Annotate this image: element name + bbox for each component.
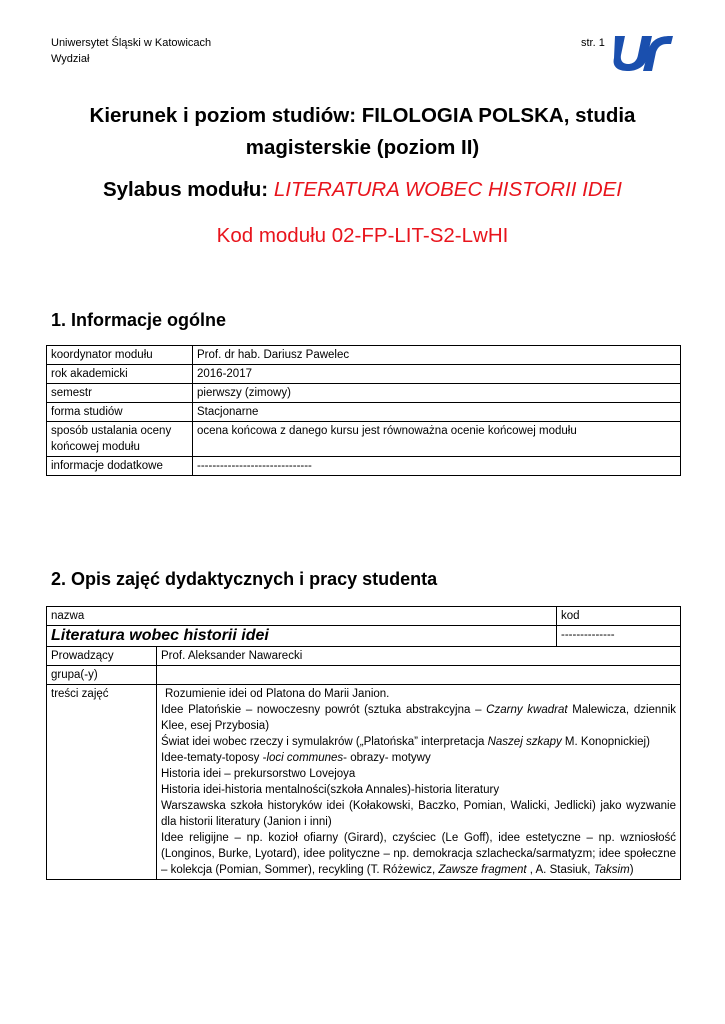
grupa-label: grupa(-y) <box>47 666 157 685</box>
general-info-table <box>46 345 681 476</box>
row-label: koordynator modułu <box>47 346 193 365</box>
content-paragraph: Historia idei – prekursorstwo Lovejoya <box>161 768 356 780</box>
tresci-label: treści zajęć <box>47 685 157 880</box>
main-title: Kierunek i poziom studiów: FILOLOGIA POLSKA, studia magisterskie (poziom II) <box>89 104 636 159</box>
grupa-value <box>157 666 681 685</box>
row-value: ocena końcowa z danego kursu jest równoważna ocenie końcowej modułu <box>193 422 681 457</box>
page-header <box>51 35 211 67</box>
row-label: forma studiów <box>47 403 193 422</box>
university-name: Uniwersytet Śląski w Katowicach <box>51 37 212 49</box>
table-row <box>47 403 681 422</box>
module-title-value: LITERATURA WOBEC HISTORII IDEI <box>273 178 623 201</box>
page-number: str. 1 <box>581 37 605 49</box>
table-row <box>47 666 681 685</box>
university-logo-icon <box>612 30 674 72</box>
row-label: sposób ustalania oceny końcowej modułu <box>47 422 193 457</box>
tresci-content <box>157 685 681 880</box>
row-value: ------------------------------ <box>193 457 681 476</box>
table-row <box>47 384 681 403</box>
content-paragraph: Warszawska szkoła historyków idei (Kołakowski, Baczko, Pomian, Walicki, Jedlicki) jako wyzwanie dla historii literatury (Janion i inni) <box>161 800 676 828</box>
prowadzacy-value: Prof. Aleksander Nawarecki <box>157 647 681 666</box>
row-value: 2016-2017 <box>193 365 681 384</box>
table-row <box>47 457 681 476</box>
content-paragraph: Świat idei wobec rzeczy i symulakrów („Platońska” interpretacja Naszej szkapy M. Konopnickiej) <box>161 736 650 748</box>
content-paragraph: Idee Platońskie – nowoczesny powrót (sztuka abstrakcyjna – Czarny kwadrat Malewicza, dziennik Klee, esej Przybosia) <box>161 704 677 732</box>
faculty-name: Wydział <box>51 53 90 65</box>
content-paragraph: Idee-tematy-toposy -loci communes- obrazy- motywy <box>161 752 431 764</box>
kod-label: kod <box>557 607 681 626</box>
table-row <box>47 626 681 647</box>
content-paragraph: Idee religijne – np. kozioł ofiarny (Girard), czyściec (Le Goff), idee estetyczne – np. wzniosłość (Longinos, Burke, Lyotard), idee polityczne – np. demokracja szlachecka/sarmatyzm; idee społeczne – kolekcja (Pomian, Sommer), recykling (T. Różewicz, Zawsze fragment , A. Stasiuk, Taksim) <box>161 832 676 876</box>
course-description-table <box>46 606 681 880</box>
table-row <box>47 685 681 880</box>
module-title <box>40 176 685 204</box>
content-paragraph: Historia idei-historia mentalności(szkoła Annales)-historia literatury <box>161 784 500 796</box>
row-value: pierwszy (zimowy) <box>193 384 681 403</box>
table-row <box>47 647 681 666</box>
course-code: -------------- <box>557 626 681 647</box>
table-row <box>47 346 681 365</box>
nazwa-label: nazwa <box>47 607 557 626</box>
row-label: informacje dodatkowe <box>47 457 193 476</box>
section1-heading: 1. Informacje ogólne <box>51 310 227 330</box>
row-label: rok akademicki <box>47 365 193 384</box>
row-value: Stacjonarne <box>193 403 681 422</box>
table-row <box>47 607 681 626</box>
row-label: semestr <box>47 384 193 403</box>
row-value: Prof. dr hab. Dariusz Pawelec <box>193 346 681 365</box>
module-code: Kod modułu 02-FP-LIT-S2-LwHI <box>216 224 509 247</box>
course-name: Literatura wobec historii idei <box>47 626 557 647</box>
content-paragraph: Rozumienie idei od Platona do Marii Janion. <box>165 688 390 700</box>
table-row <box>47 422 681 457</box>
table-row <box>47 365 681 384</box>
prowadzacy-label: Prowadzący <box>47 647 157 666</box>
section2-heading: 2. Opis zajęć dydaktycznych i pracy studenta <box>51 569 438 589</box>
module-title-label: Sylabus modułu: <box>102 178 269 201</box>
